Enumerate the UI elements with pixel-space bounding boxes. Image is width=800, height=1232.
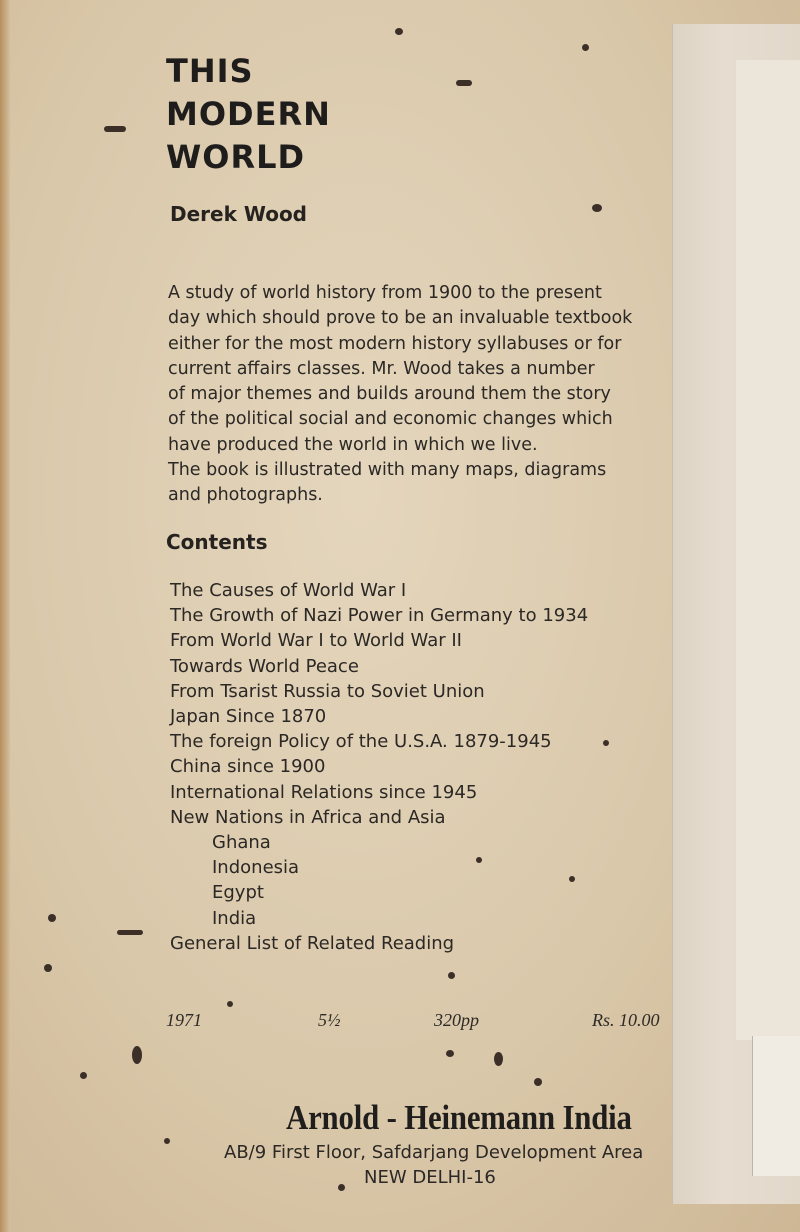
- speck: [592, 204, 602, 212]
- speck: [569, 876, 575, 882]
- speck: [603, 740, 609, 746]
- contents-heading: Contents: [166, 530, 268, 554]
- description-line: The book is illustrated with many maps, diagrams: [168, 460, 607, 481]
- title-line: THIS: [166, 52, 254, 90]
- publication-year: 1971: [166, 1010, 202, 1030]
- book-description: [168, 281, 688, 509]
- contents-item: China since 1900: [170, 756, 326, 778]
- description-line: of the political social and economic changes which: [168, 409, 613, 430]
- author-name: Derek Wood: [170, 202, 308, 226]
- speck: [395, 28, 403, 35]
- speck: [582, 44, 589, 51]
- description-line: A study of world history from 1900 to the present: [168, 283, 602, 303]
- speck: [534, 1078, 542, 1086]
- speck: [80, 1072, 87, 1079]
- speck: [494, 1052, 503, 1066]
- contents-subitem: Egypt: [212, 882, 264, 904]
- speck: [164, 1138, 170, 1144]
- speck: [104, 126, 126, 132]
- price: Rs. 10.00: [592, 1010, 660, 1030]
- description-line: either for the most modern history syllabuses or for: [168, 333, 622, 354]
- publisher-city: NEW DELHI-16: [364, 1167, 496, 1188]
- speck: [48, 914, 56, 922]
- tape-highlight: [736, 60, 800, 1040]
- book-title: [166, 50, 331, 179]
- speck: [132, 1046, 142, 1064]
- contents-item: Towards World Peace: [170, 655, 359, 677]
- contents-item: The Growth of Nazi Power in Germany to 1934: [170, 605, 589, 627]
- contents-item: The Causes of World War I: [170, 580, 407, 601]
- contents-subitem: Indonesia: [212, 857, 300, 879]
- contents-item: Japan Since 1870: [170, 706, 327, 728]
- speck: [117, 930, 143, 935]
- contents-item: General List of Related Reading: [170, 932, 455, 954]
- publisher-address: AB/9 First Floor, Safdarjang Development Area: [224, 1142, 644, 1163]
- page-count: 320pp: [434, 1010, 479, 1030]
- contents-subitem: Ghana: [212, 832, 271, 854]
- description-line: day which should prove to be an invaluable textbook: [168, 308, 633, 329]
- book-size: 5½: [318, 1010, 341, 1030]
- title-line: MODERN: [166, 95, 331, 133]
- contents-item: New Nations in Africa and Asia: [170, 806, 446, 828]
- speck: [44, 964, 52, 972]
- description-line: have produced the world in which we live.: [168, 434, 538, 455]
- cover-edge: [0, 0, 10, 1232]
- speck: [448, 972, 455, 979]
- speck: [338, 1184, 345, 1191]
- contents-subitem: India: [212, 907, 257, 929]
- contents-item: From Tsarist Russia to Soviet Union: [170, 680, 485, 702]
- speck: [227, 1001, 233, 1007]
- contents-list: [170, 578, 670, 956]
- contents-item: The foreign Policy of the U.S.A. 1879-1945: [170, 731, 552, 753]
- description-line: of major themes and builds around them the story: [168, 384, 611, 405]
- speck: [456, 80, 472, 86]
- speck: [446, 1050, 454, 1057]
- speck: [476, 857, 482, 863]
- title-line: WORLD: [166, 138, 306, 176]
- contents-item: From World War I to World War II: [170, 630, 462, 652]
- description-line: and photographs.: [168, 485, 323, 506]
- description-line: current affairs classes. Mr. Wood takes a number: [168, 358, 595, 379]
- contents-item: International Relations since 1945: [170, 781, 478, 803]
- tape-tab: [752, 1036, 800, 1176]
- publisher-name: Arnold - Heinemann India: [286, 1098, 632, 1137]
